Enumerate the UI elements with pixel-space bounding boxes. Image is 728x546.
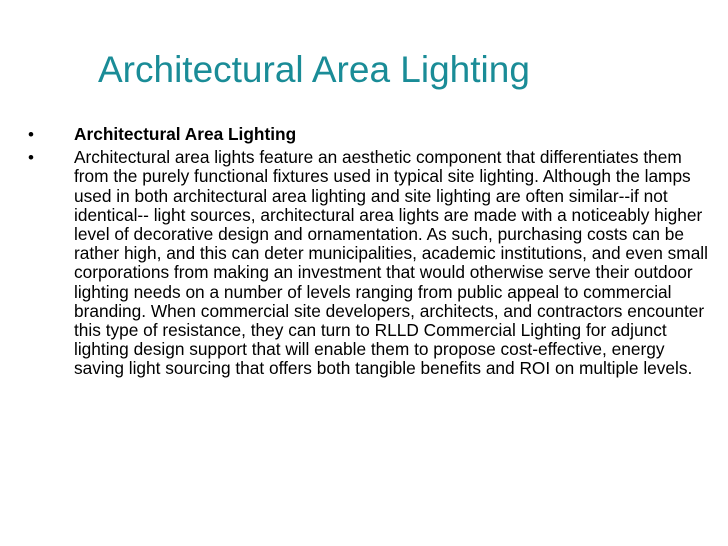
bullet-body-text: Architectural area lights feature an aesthetic component that differentiates them from the purely functional fixtures used in typical site lighting. Although the lamps used in both architectural area lighting and site lighting are often similar--if not identical-- light sources, architectural area lights are made with a noticeably higher level of decorative design and ornamentation. As such, purchasing costs can be rather high, and this can deter municipalities, academic institutions, and even small corporations from making an investment that would otherwise serve their outdoor lighting needs on a number of levels ranging from public appeal to commercial branding. When commercial site developers, architects, and contractors encounter this type of resistance, they can turn to RLLD Commercial Lighting for adjunct lighting design support that will enable them to propose cost-effective, energy saving light sourcing that offers both tangible benefits and ROI on multiple levels. [74, 147, 708, 379]
bullet-dot-icon: • [28, 148, 34, 168]
bullet-list [28, 125, 708, 379]
bullet-heading-text: Architectural Area Lighting [74, 124, 297, 144]
bullet-item-heading [28, 125, 708, 144]
slide-title: Architectural Area Lighting [98, 49, 530, 90]
bullet-item-body [28, 148, 708, 378]
bullet-dot-icon: • [28, 125, 34, 144]
